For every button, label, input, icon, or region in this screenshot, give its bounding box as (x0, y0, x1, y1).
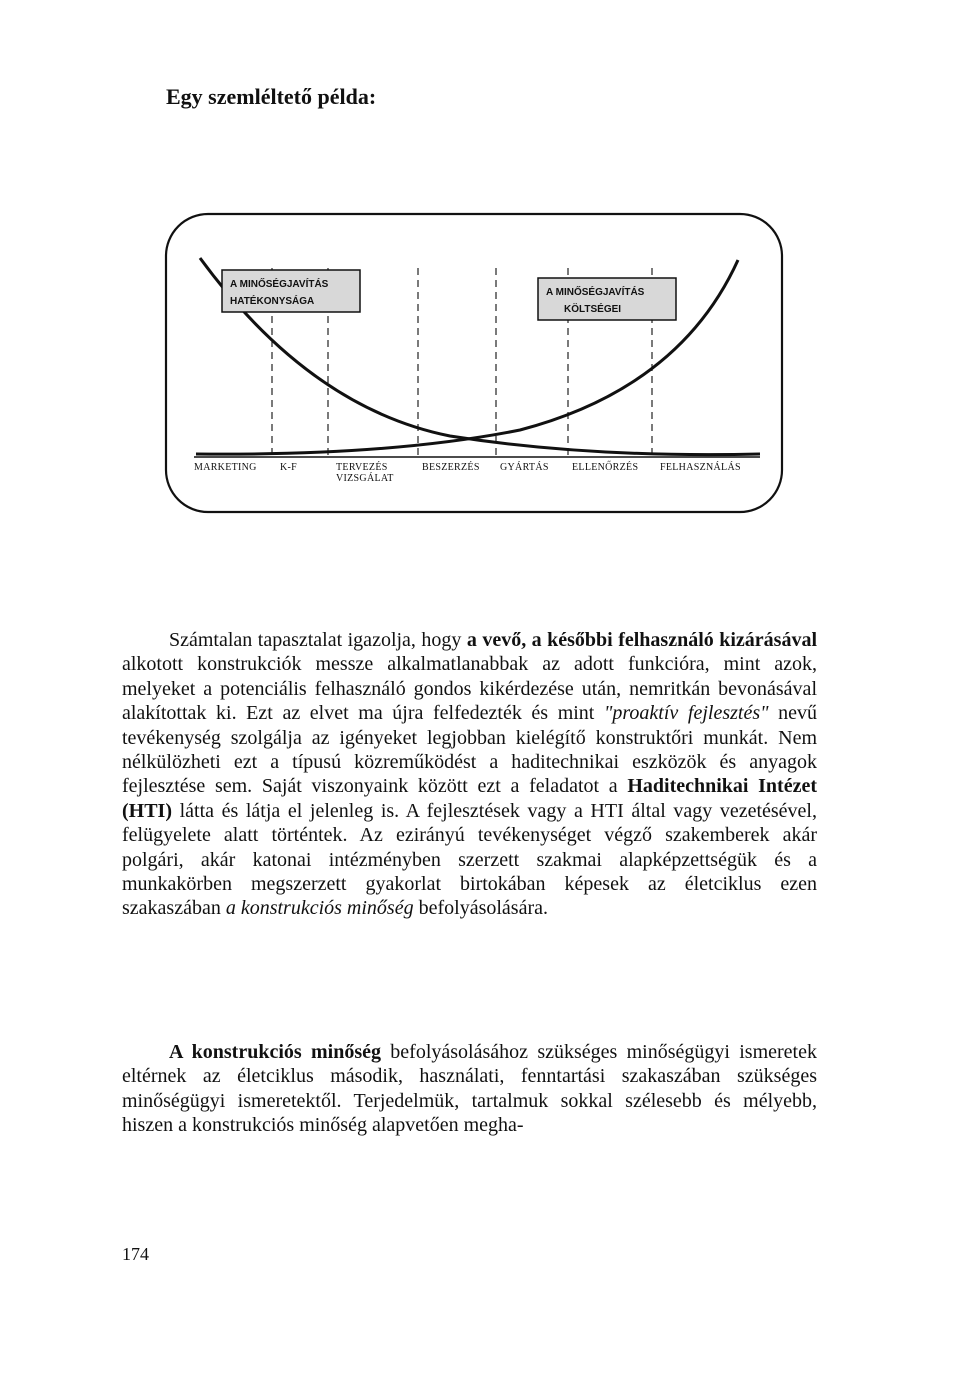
stage-label: MARKETING (194, 462, 257, 473)
box-left-line1: A MINŐSÉGJAVÍTÁS (230, 279, 329, 290)
bold-run: a vevő, a későbbi felhasználó kizárásával (466, 629, 818, 651)
body-paragraph-2 (122, 1040, 817, 1138)
text-run: látta és látja el jelenleg is. A fejlesztések vagy a HTI által vagy vezetésével, felügyelete alatt történtek. Az ezirányú tevékenységet végző szakemberek akár polgári, akár katonai intézményben szerzett szakmai alapképzettségük és a munkakörben megszerzett gyakorlat birtokában képesek az életciklus ezen szakaszában (122, 799, 817, 920)
diagram-canvas (160, 208, 790, 518)
stage-label: GYÁRTÁS (500, 462, 549, 473)
stage-label: BESZERZÉS (422, 462, 480, 473)
stage-labels (194, 461, 741, 484)
box-right-line2: KÖLTSÉGEI (564, 304, 622, 315)
stage-label: TERVEZÉS (336, 462, 388, 473)
text-run: alkotott konstrukciók messze alkalmatlanabbak az adott funkcióra, mint azok, melyeket a potenciális felhasználó gondos kikérdezése után, nemritkán bevonásával alakítottak ki. Ezt az elvet ma újra felfedezték és mint (122, 653, 817, 725)
stage-label: FELHASZNÁLÁS (660, 462, 741, 473)
text-run: befolyásolására. (413, 897, 548, 920)
page-number: 174 (122, 1244, 149, 1264)
text-run: nevű tevékenység szolgálja az igényeket legjobban kielégítő konstruktőri munkát. Nem nélkülözheti ezt a típusú közreműködést a haditechnikai eszközök és anyagok fejlesztése sem. Saját viszonyaink között ezt a feladatot a (122, 702, 817, 798)
box-left-line2: HATÉKONYSÁGA (230, 296, 315, 307)
body-paragraph-1 (122, 628, 817, 921)
text-run: Számtalan tapasztalat igazolja, hogy (169, 629, 467, 651)
italic-run: a konstrukciós minőség (225, 897, 414, 920)
box-effectiveness (222, 270, 360, 312)
stage-label: K-F (280, 462, 298, 473)
section-heading: Egy szemléltető példa: (166, 84, 377, 109)
box-cost (538, 278, 676, 320)
bold-run: A konstrukciós minőség (169, 1041, 381, 1063)
stage-label: ELLENŐRZÉS (572, 462, 639, 473)
quality-lifecycle-diagram (160, 208, 790, 518)
box-right-line1: A MINŐSÉGJAVÍTÁS (546, 287, 645, 298)
bold-run: Haditechnikai Intézet (HTI) (122, 775, 818, 822)
text-run: befolyásolásához szükséges minőségügyi ismeretek eltérnek az életciklus második, használati, fenntartási szakaszában szükséges minőségügyi ismeretektől. Terjedelmük, tartalmuk sokkal szélesebb és mélyebb, hiszen a konstrukciós minőség alapvetően megha- (122, 1041, 817, 1137)
italic-run: "proaktív fejlesztés" (603, 702, 769, 725)
stage-sub-label: VIZSGÁLAT (336, 473, 394, 484)
